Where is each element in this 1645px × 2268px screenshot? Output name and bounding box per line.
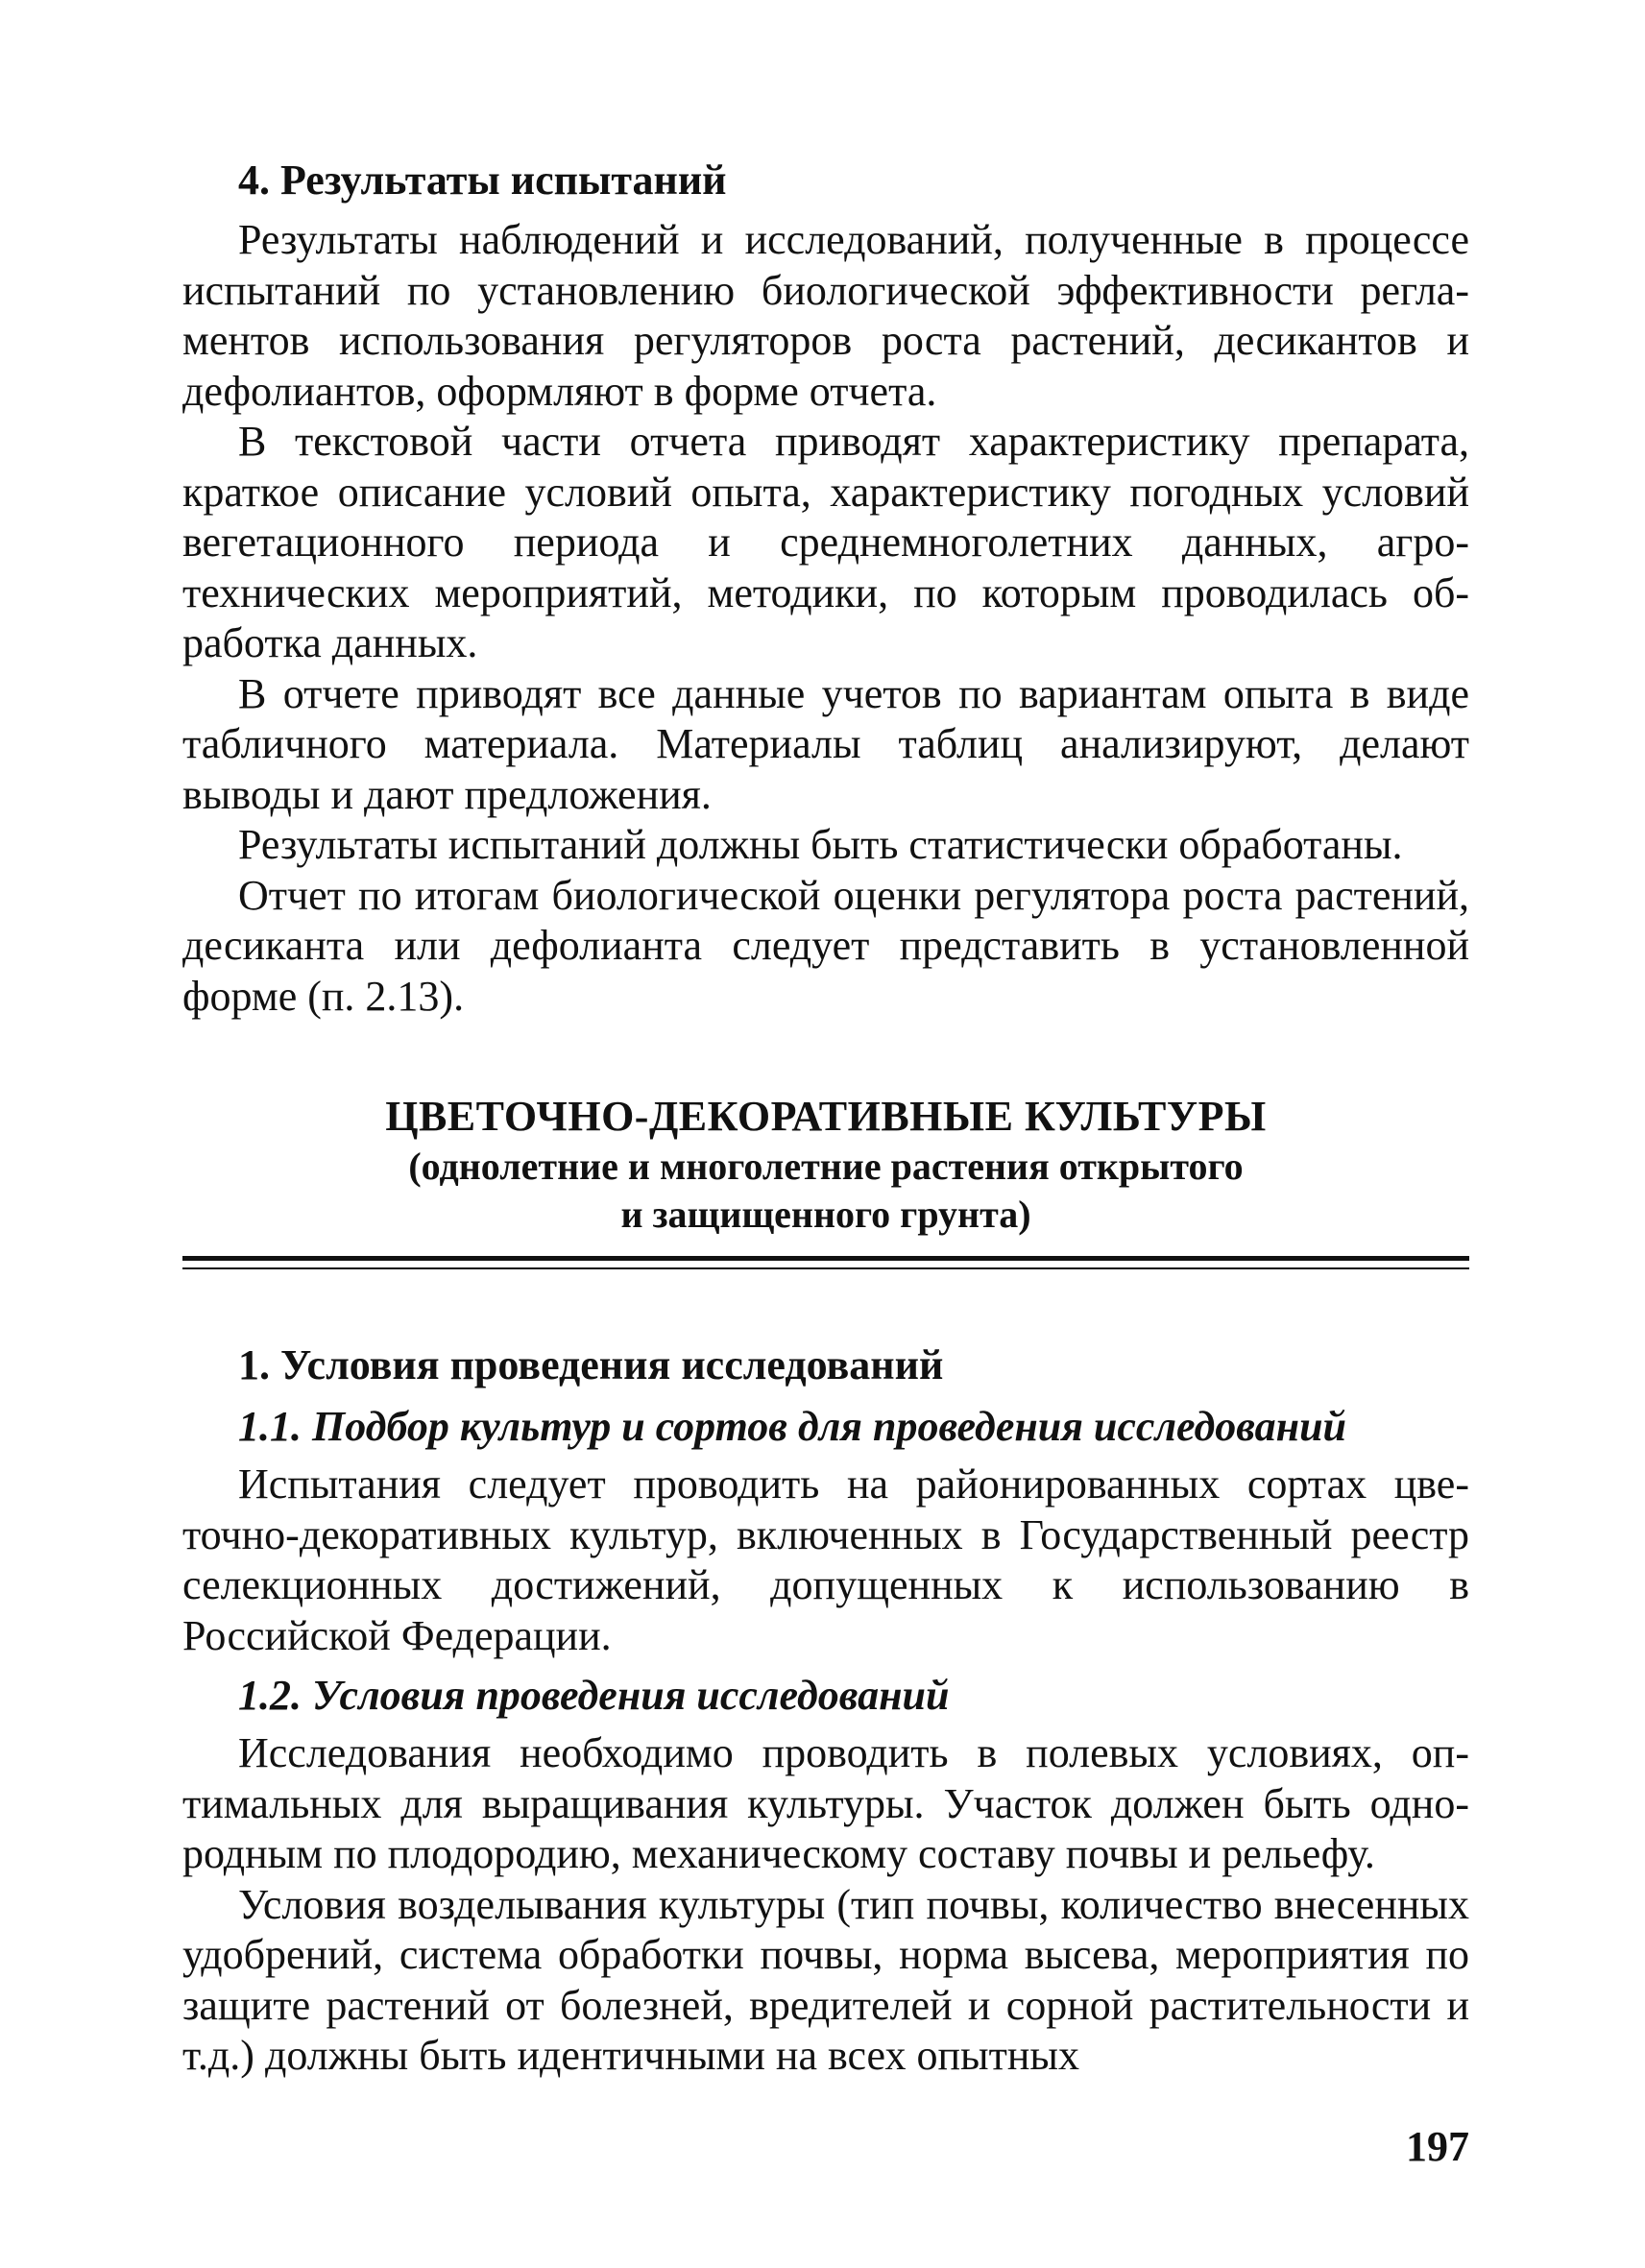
page-body (182, 154, 1469, 2082)
subsection-1-2-heading: 1.2. Условия проведения исследований (238, 1672, 950, 1719)
section-4-heading: 4. Результаты испытаний (238, 157, 727, 204)
paragraph: В отчете приводят все данные учетов по вариантам опыта в виде табличного материала. Материалы таблиц анализируют, делают выводы и дают предложения. (182, 669, 1469, 818)
paragraph: Испытания следует проводить на районированных сортах цветочно-декоративных культур, включенных в Государственный реестр селекционных достижений, допущенных к использованию в Российской Федерации. (182, 1460, 1469, 1659)
paragraph: Результаты наблюдений и исследований, полученные в процессе испытаний по установлению биологической эффективности регламентов использования регуляторов роста растений, десикантов и дефолиантов, оформляют в форме отчета. (182, 216, 1469, 415)
paragraph: Условия возделывания культуры (тип почвы, количество внесенных удобрений, система обработки почвы, норма высева, мероприятия по защите растений от болезней, вредителей и сорной растительности и т.д.) должны быть идентичными на всех опытных (182, 1880, 1469, 2079)
paragraph: В текстовой части отчета приводят характеристику препарата, краткое описание условий опыта, характеристику погодных условий вегетационного периода и среднемноголетних данных, агротехнических мероприятий, методики, по которым проводилась обработка данных. (182, 418, 1469, 666)
page-number: 197 (1406, 2123, 1469, 2170)
paragraph: Результаты испытаний должны быть статистически обработаны. (238, 821, 1403, 868)
section-1-heading: 1. Условия проведения исследований (238, 1341, 944, 1388)
chapter-title-block (182, 1091, 1469, 1239)
chapter-subtitle-line2: и защищенного грунта) (620, 1193, 1031, 1236)
double-rule-divider (182, 1256, 1469, 1269)
paragraph: Отчет по итогам биологической оценки регулятора роста растений, десиканта или дефолианта следует представить в установленной форме (п. 2.13). (182, 871, 1469, 1020)
subsection-1-1-heading: 1.1. Подбор культур и сортов для проведения исследований (238, 1403, 1347, 1450)
chapter-title: ЦВЕТОЧНО-ДЕКОРАТИВНЫЕ КУЛЬТУРЫ (385, 1093, 1267, 1140)
chapter-subtitle-line1: (однолетние и многолетние растения открытого (408, 1145, 1244, 1188)
paragraph: Исследования необходимо проводить в полевых условиях, оптимальных для выращивания культуры. Участок должен быть однородным по плодородию, механическому составу почвы и рельефу. (182, 1729, 1469, 1877)
